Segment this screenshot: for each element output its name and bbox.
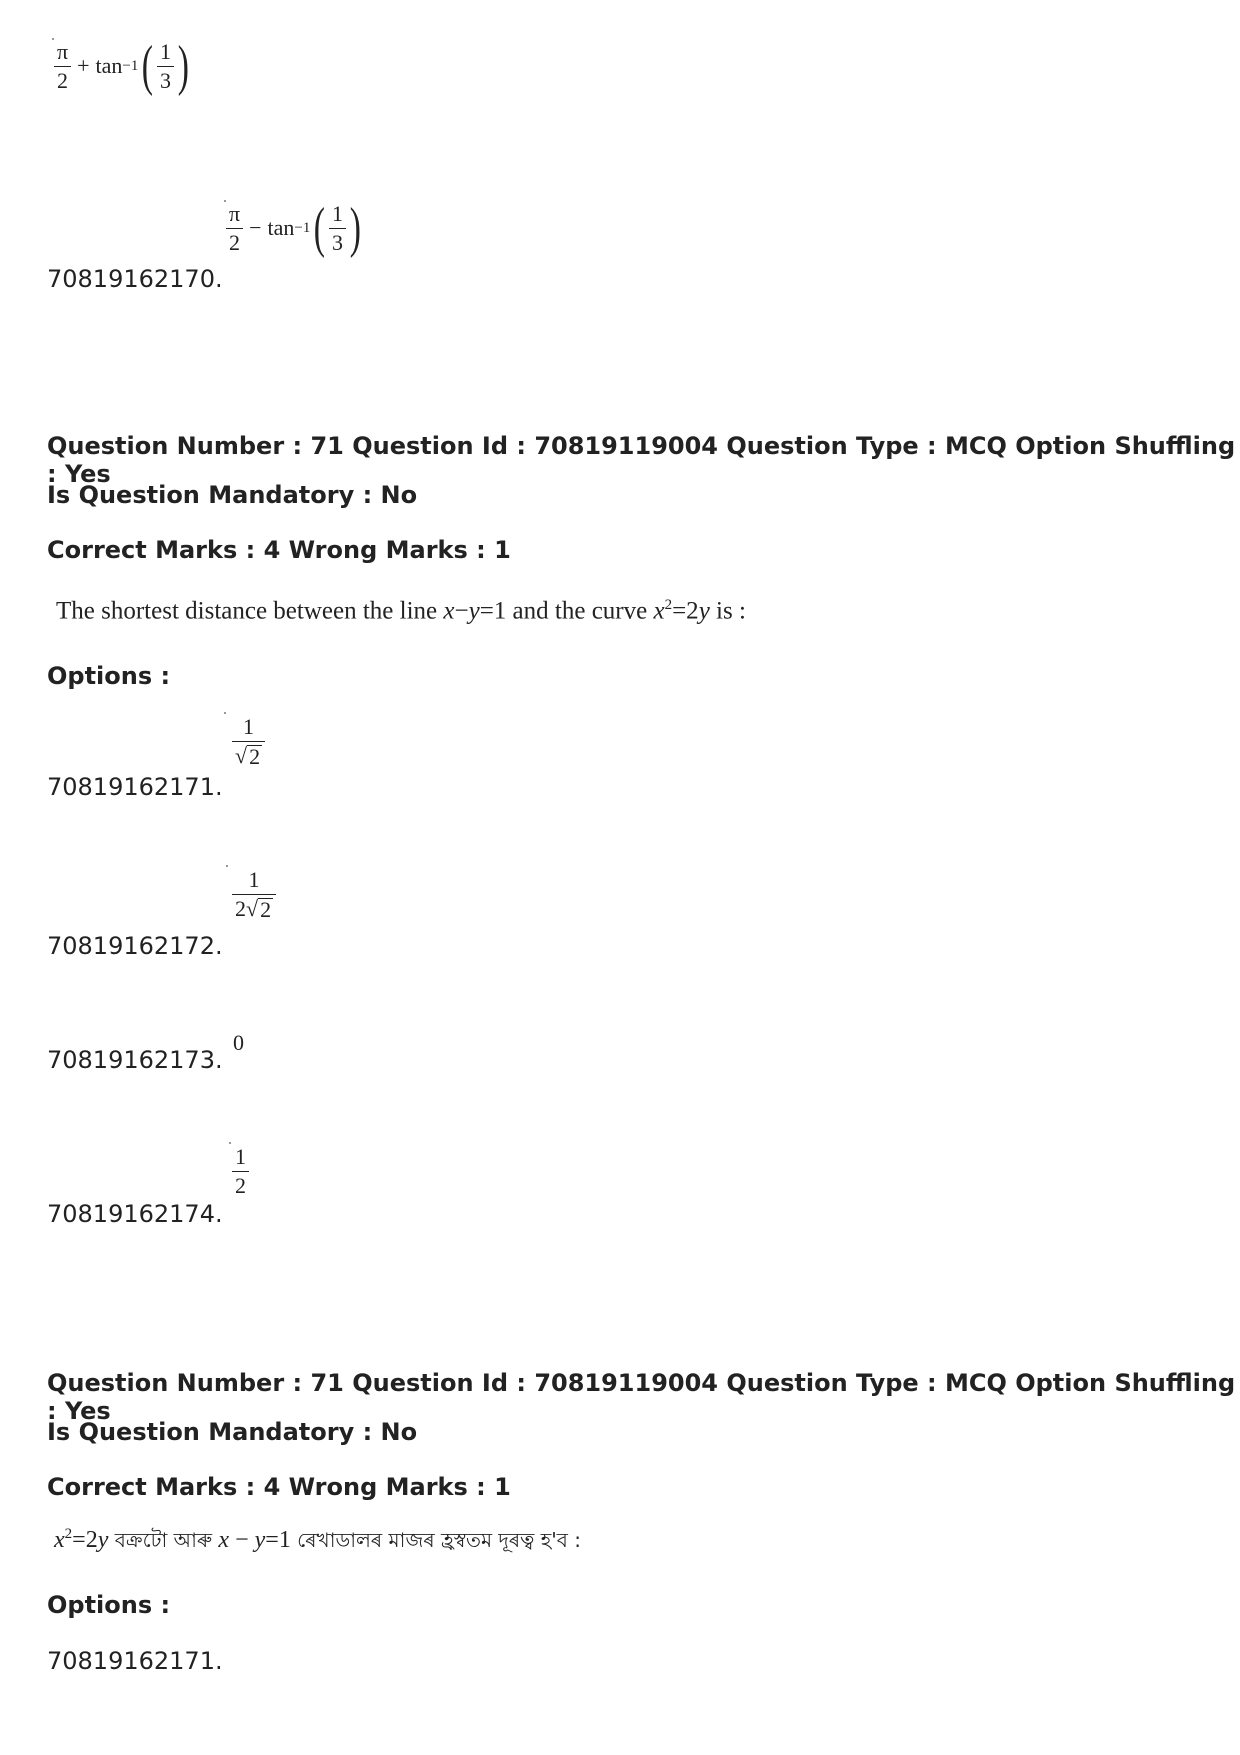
radicand: 2 — [260, 897, 272, 922]
question-meta-line: Question Number : 71 Question Id : 70819119004 Question Type : MCQ Option Shuffling : Yes — [47, 432, 1236, 488]
question-text-part: ৰেখাডালৰ মাজৰ হ্ৰস্বতম দূৰত্ব হ'ব : — [290, 1528, 582, 1552]
question-text-assamese — [54, 1526, 581, 1559]
one-third-fraction — [157, 38, 174, 93]
minus-sign: − — [454, 597, 469, 625]
option-id: 70819162170. — [47, 265, 223, 293]
question-mandatory: Is Question Mandatory : No — [47, 481, 418, 509]
left-paren: ( — [314, 197, 326, 259]
sqrt-icon: √ — [235, 743, 248, 768]
fraction-denominator: 2 — [232, 1171, 249, 1197]
pi-over-2-fraction — [54, 38, 71, 93]
square-exponent: 2 — [64, 1526, 73, 1542]
exponent: −1 — [294, 219, 311, 236]
fraction-numerator: 1 — [248, 867, 260, 892]
square-exponent: 2 — [664, 597, 673, 613]
option-expr-1-over-sqrt2 — [232, 716, 265, 768]
one-third-fraction — [329, 200, 346, 255]
operator: + — [77, 53, 90, 78]
right-paren: ) — [349, 197, 361, 259]
var-y: y — [97, 1527, 109, 1553]
option-id: 70819162171. — [47, 1647, 223, 1675]
question-text-part: =1 — [265, 1527, 291, 1553]
fraction-numerator: π — [229, 200, 241, 226]
exponent: −1 — [122, 57, 139, 74]
fraction-denominator: 2 — [226, 228, 243, 254]
question-text-part: =2 — [672, 597, 699, 625]
options-label: Options : — [47, 1591, 171, 1619]
var-y: y — [468, 597, 480, 625]
pi-over-2-fraction — [226, 200, 243, 255]
fraction-denominator: 3 — [329, 228, 346, 254]
fraction-numerator: 1 — [243, 714, 255, 739]
option-id: 70819162173. — [47, 1046, 223, 1074]
fraction-denominator: 3 — [157, 66, 174, 92]
left-paren: ( — [142, 35, 154, 97]
option-id: 70819162172. — [47, 932, 223, 960]
sqrt-icon: √ — [246, 896, 259, 921]
minus-sign: − — [229, 1527, 255, 1553]
option-expr-1-over-2sqrt2 — [232, 869, 276, 921]
var-x: x — [218, 1527, 230, 1553]
option-expr-zero: 0 — [233, 1030, 244, 1055]
question-text — [56, 597, 746, 625]
function-name: tan — [267, 215, 295, 240]
var-y: y — [698, 597, 710, 625]
var-x: x — [54, 1527, 65, 1553]
question-text-part: বক্ৰটো আৰু — [108, 1528, 219, 1552]
option-expr-pi-plus — [54, 35, 193, 97]
var-x: x — [653, 597, 665, 625]
fraction-denominator — [232, 894, 276, 921]
fraction-denominator: 2 — [54, 66, 71, 92]
options-label: Options : — [47, 662, 171, 690]
var-y: y — [254, 1527, 266, 1553]
operator: − — [249, 215, 262, 240]
var-x: x — [443, 597, 455, 625]
question-marks: Correct Marks : 4 Wrong Marks : 1 — [47, 536, 511, 564]
question-mandatory: Is Question Mandatory : No — [47, 1418, 418, 1446]
fraction-denominator — [232, 741, 265, 768]
option-expr-1-over-2 — [232, 1146, 249, 1197]
question-text-part: The shortest distance between the line — [56, 597, 444, 625]
option-id: 70819162171. — [47, 773, 223, 801]
question-text-part: is : — [709, 597, 746, 625]
fraction-numerator: 1 — [235, 1144, 246, 1169]
coefficient: 2 — [235, 896, 246, 921]
fraction-numerator: 1 — [160, 38, 172, 64]
question-meta-line: Question Number : 71 Question Id : 70819119004 Question Type : MCQ Option Shuffling : Yes — [47, 1369, 1236, 1425]
question-text-part: =1 and the curve — [479, 597, 654, 625]
question-marks: Correct Marks : 4 Wrong Marks : 1 — [47, 1473, 511, 1501]
option-id: 70819162174. — [47, 1200, 223, 1228]
fraction-numerator: π — [57, 38, 69, 64]
function-name: tan — [95, 53, 123, 78]
option-expr-pi-minus — [226, 197, 365, 259]
radicand: 2 — [249, 744, 261, 769]
question-text-part: =2 — [72, 1527, 98, 1553]
fraction-numerator: 1 — [332, 200, 344, 226]
right-paren: ) — [177, 35, 189, 97]
